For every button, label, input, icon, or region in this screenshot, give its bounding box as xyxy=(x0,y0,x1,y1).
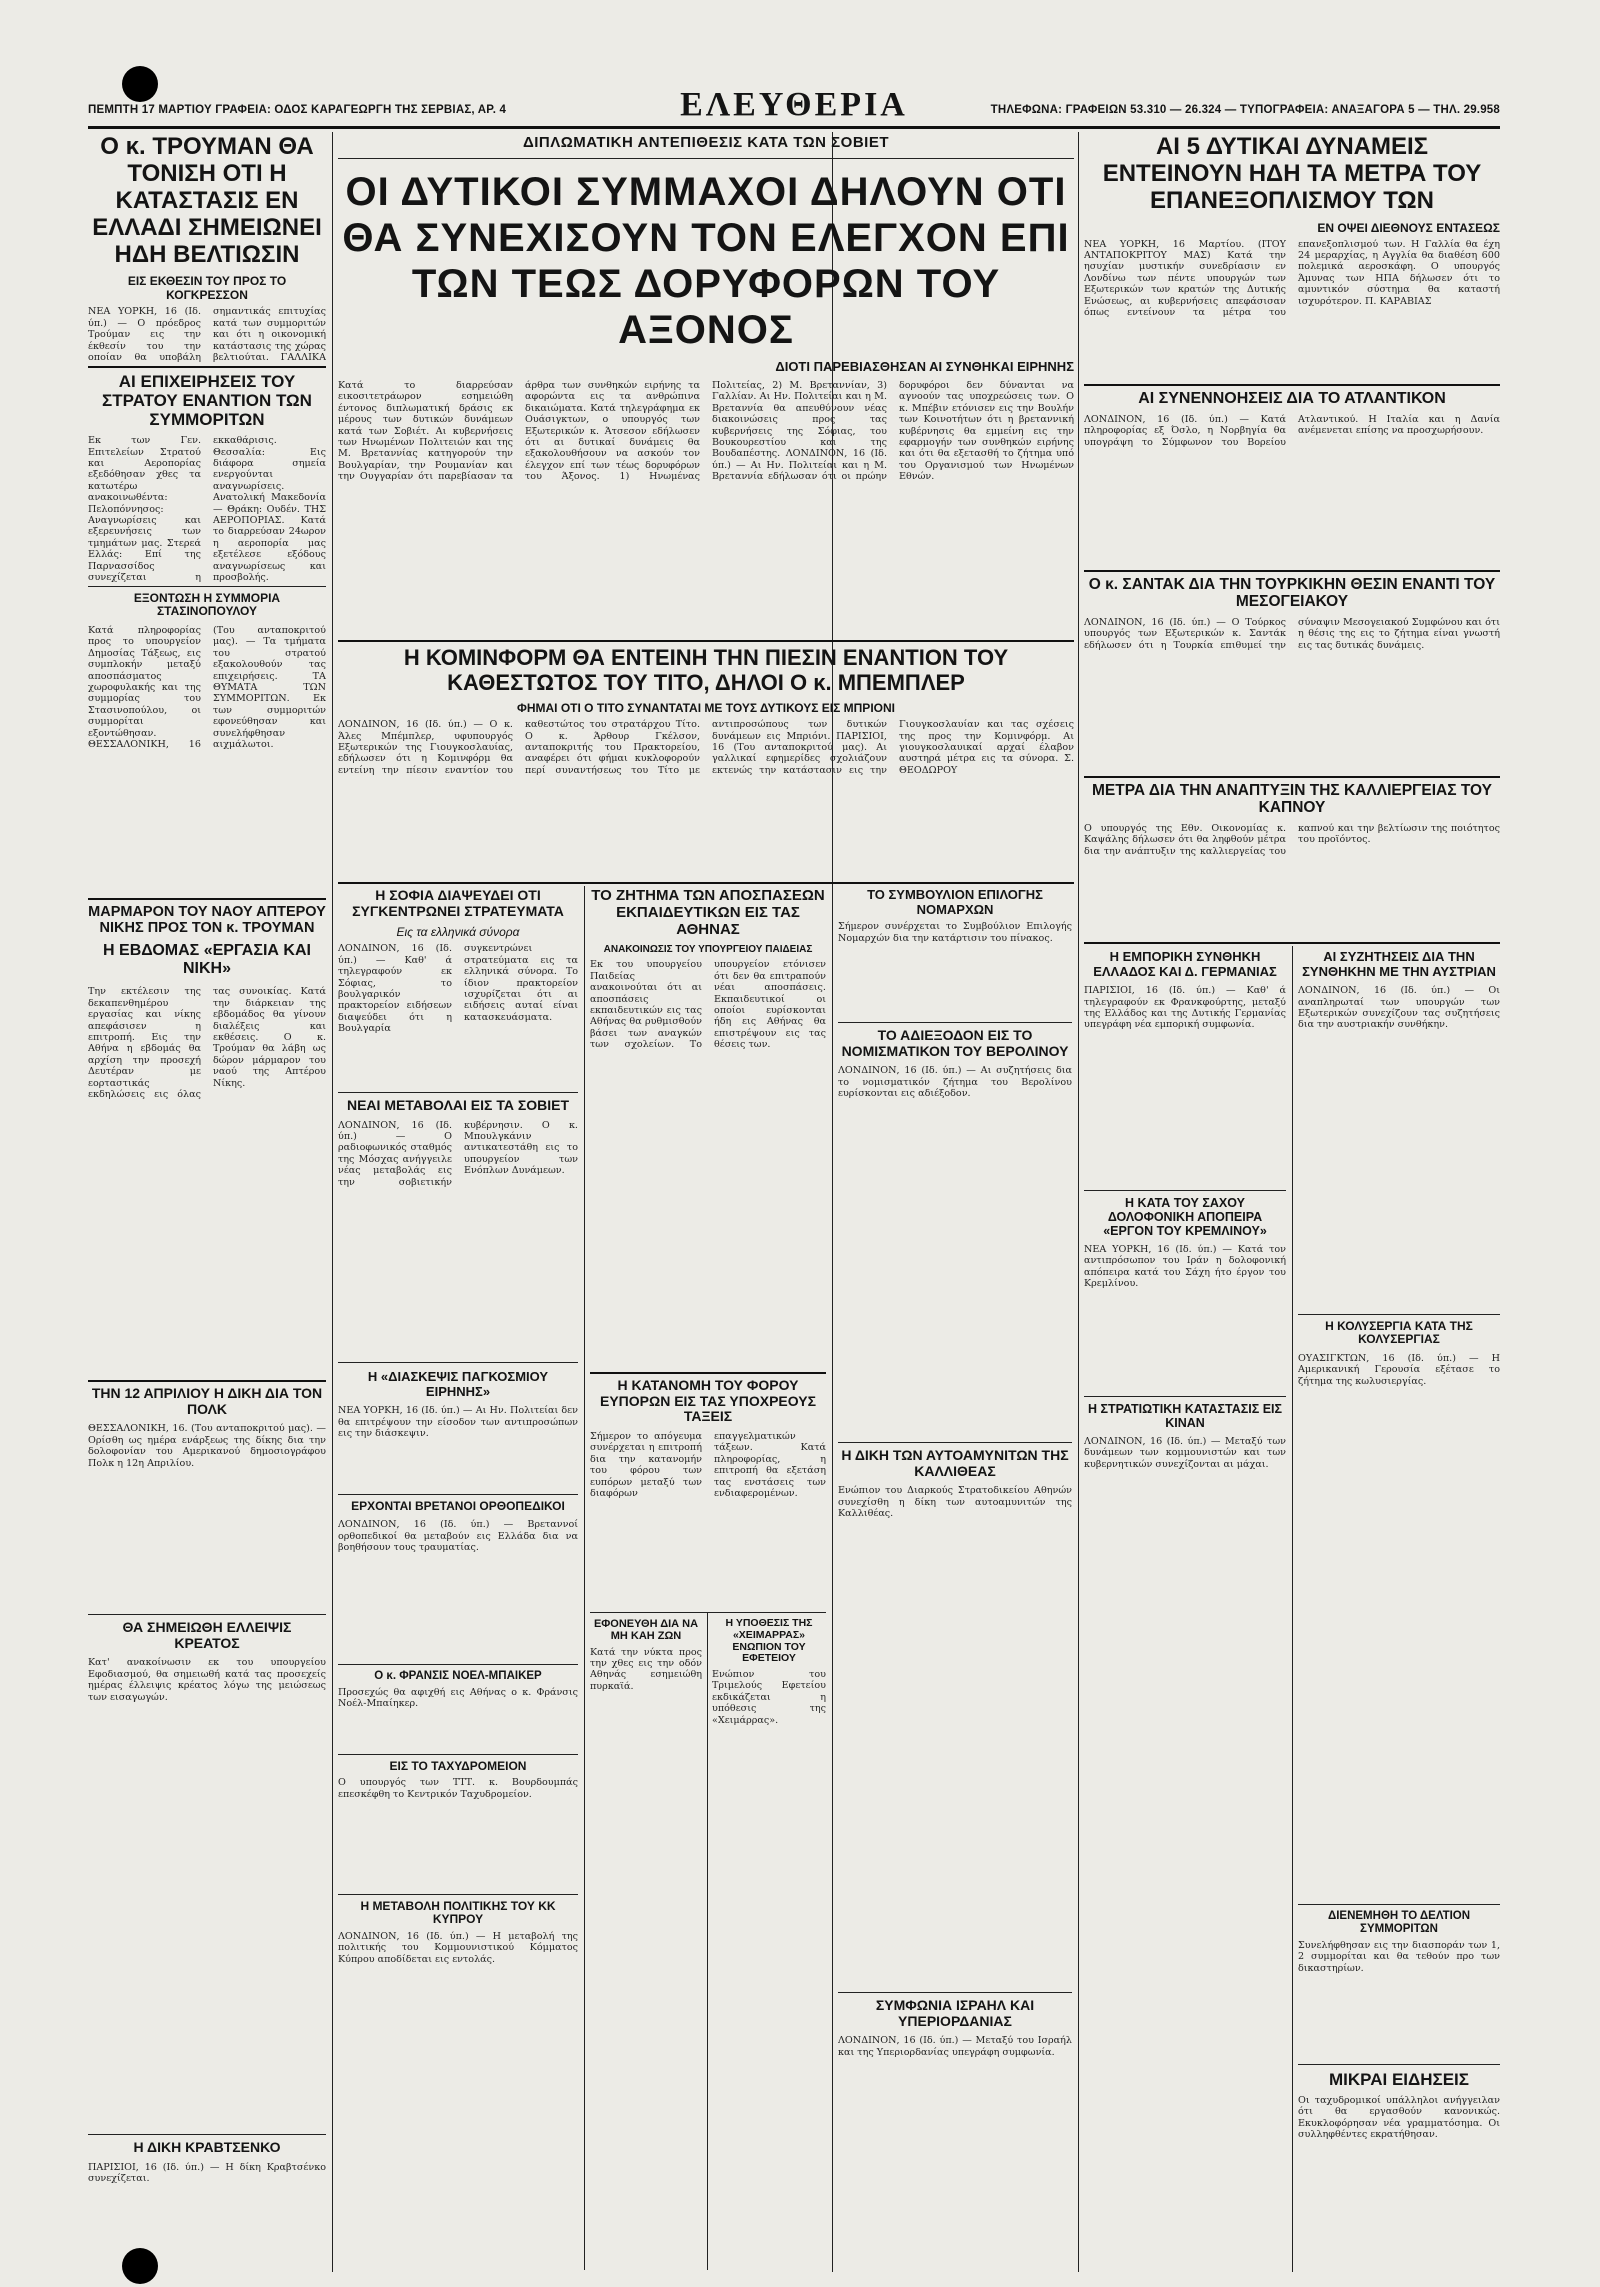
article-army xyxy=(88,372,326,582)
body-nomarchon: Σήμερον συνέρχεται το Συμβούλιον Επιλογής Νομαρχών δια την κατάρτισιν του πίνακος. xyxy=(838,921,1072,944)
body-kominform: ΛΟΝΔΙΝΟΝ, 16 (Ιδ. ύπ.) — Ο κ. Άλες Μπέμπλερ, υφυπουργός Εξωτερικών της Γιουγκοσλαυίας, εδήλωσεν ότι η Κομινφόρμ θα εντείνη την πίεσιν εναντίον του καθεστώτος του στρατάρχου Τίτο. Ο κ. Άρθουρ Γκέλσον, ανταποκριτής του Πρακτορείου, αναφέρει ότι φήμαι κυκλοφορούν περί συναντήσεως του Τίτο με αντιπροσώπους των δυτικών δυνάμεων εις Μπριόνι. ΠΑΡΙΣΙΟΙ, 16 (Του ανταποκριτού μας). Αι γαλλικαί εφημερίδες σχολιάζουν εκτενώς την κατάστασιν εις την Γιουγκοσλαυίαν και τας σχέσεις της προς την Κομινφόρμ. Αι γιουγκοσλαυικαί αρχαί έλαβον αυστηρά μέτρα εις τα σύνορα. Σ. ΘΕΟΔΩΡΟΥ xyxy=(338,719,1074,776)
section-rule xyxy=(1084,1396,1286,1397)
article-saxos xyxy=(1084,1196,1286,1392)
body-tachydromeion: Ο υπουργός των ΤΤΤ. κ. Βουρδουμπάς επεσκέφθη το Κεντρικόν Ταχυδρομείον. xyxy=(338,1777,578,1800)
section-rule xyxy=(590,1612,826,1613)
section-rule xyxy=(88,1614,326,1615)
body-deltion: Συνελήφθησαν εις την διασποράν των 1, 2 συμμορίται και θα τεθούν προ των δικαστηρίων. xyxy=(1298,1939,1500,1974)
main-kicker: ΔΙΠΛΩΜΑΤΙΚΗ ΑΝΤΕΠΙΘΕΣΙΣ ΚΑΤΑ ΤΩΝ ΣΟΒΙΕΤ xyxy=(522,134,890,151)
headline-austria: ΑΙ ΣΥΖΗΤΗΣΕΙΣ ΔΙΑ ΤΗΝ ΣΥΝΘΗΚΗΝ ΜΕ ΤΗΝ ΑΥΣΤΡΙΑΝ xyxy=(1302,950,1496,979)
article-nomarchon xyxy=(838,888,1072,1018)
article-nato xyxy=(1084,134,1500,380)
article-metavoli xyxy=(338,1900,578,2270)
section-rule xyxy=(338,882,1074,884)
body-noel: Προσεχώς θα αφιχθή εις Αθήνας ο κ. Φράνσις Νοέλ-Μπαίηκερ. xyxy=(338,1686,578,1710)
body-diaskepsis: ΝΕΑ ΥΟΡΚΗ, 16 (Ιδ. ύπ.) — Αι Ην. Πολιτείαι δεν θα επιτρέψουν την είσοδον των αντιπροσώπων εις την διάσκεψιν. xyxy=(338,1405,578,1439)
section-rule xyxy=(838,1992,1072,1993)
body-kravtsenko: ΠΑΡΙΣΙΟΙ, 16 (Ιδ. ύπ.) — Η δίκη Κραβτσένκο συνεχίζεται. xyxy=(88,2161,326,2185)
article-germany xyxy=(1084,950,1286,1186)
main-body: Κατά το διαρρεύσαν εικοσιτετράωρον εσημειώθη έντονος διπλωματική δράσις εκ μέρους των δυτικών δυνάμεων κατά των Σοβιέτ. Αι κυβερνήσεις των Ηνωμένων Πολιτειών και της Μ. Βρεταννίας κατηγορούν την Βουλγαρίαν, την Ρουμανίαν και την Ουγγαρίαν ότι παρεβίασαν τα άρθρα των συνθηκών ειρήνης τα αφορώντα εις τα ανθρώπινα δικαιώματα. Κατά τηλεγράφημα εκ Ουάσιγκτων, ο υπουργός των Εξωτερικών κ. Άτσεσον εδήλωσεν ότι αι δυτικαί δυνάμεις θα εξακολουθήσουν να ασκούν τον έλεγχον επί των τέως δορυφόρων του Άξονος. 1) Ηνωμένας Πολιτείας, 2) Μ. Βρεταννίαν, 3) Γαλλίαν. Αι Ην. Πολιτείαι και η Μ. Βρεταννία θα απευθύνουν νέας διακοινώσεις προς τας κυβερνήσεις της Σόφιας, του Βουκουρεστίου και της Βουδαπέστης. ΛΟΝΔΙΝΟΝ, 16 (Ιδ. ύπ.) — Αι Ην. Πολιτείαι και η Μ. Βρεταννία εδήλωσαν ότι οι πρώην δορυφόροι δεν δύνανται να αγνοούν τας υποχρεώσεις των. Ο κ. Μπέβιν ετόνισεν εις την Βουλήν των Κοινοτήτων ότι η βρεταννική κυβέρνησις θα εμμείνη εις την εφαρμογήν των συνθηκών ειρήνης και ότι θα εξετασθή το ζήτημα υπό του Οργανισμού των Ηνωμένων Εθνών. xyxy=(338,380,1074,483)
article-kallithea xyxy=(838,1448,1072,1988)
subheadline-kominform: ΦΗΜΑΙ ΟΤΙ Ο ΤΙΤΟ ΣΥΝΑΝΤΑΤΑΙ ΜΕ ΤΟΥΣ ΔΥΤΙΚΟΥΣ ΕΙΣ ΜΠΡΙΟΝΙ xyxy=(517,701,895,716)
article-kravtsenko xyxy=(88,2140,326,2270)
article-cotton xyxy=(1298,1320,1500,1900)
article-berlin xyxy=(838,1028,1072,1438)
headline-santak: Ο κ. ΣΑΝΤΑΚ ΔΙΑ ΤΗΝ ΤΟΥΡΚΙΚΗΝ ΘΕΣΙΝ ΕΝΑΝΤΙ ΤΟΥ ΜΕΣΟΓΕΙΑΚΟΥ xyxy=(1088,576,1496,611)
body-santak: ΛΟΝΔΙΝΟΝ, 16 (Ιδ. ύπ.) — Ο Τούρκος υπουργός των Εξωτερικών κ. Σαντάκ εδήλωσεν ότι η Τουρκία επιθυμεί την σύναψιν Μεσογειακού Συμφώνου και ότι η θέσις της εις το ζήτημα είναι γνωστή εις τας δυτικάς δυνάμεις. xyxy=(1084,616,1500,651)
body-truman: ΝΕΑ ΥΟΡΚΗ, 16 (Ιδ. ύπ.) — Ο πρόεδρος Τρούμαν εις την έκθεσίν του την οποίαν θα υποβάλη σημαντικάς επιτυχίας κατά των συμμοριτών και ότι η οικονομική κατάστασις της χώρας βελτιούται. ΓΑΛΛΙΚΑ xyxy=(88,306,326,362)
subheadline-sofia: Εις τα ελληνικά σύνορα xyxy=(396,925,520,940)
column-rule xyxy=(584,886,585,2270)
subheadline-apospaseis: ΑΝΑΚΟΙΝΩΣΙΣ ΤΟΥ ΥΠΟΥΡΓΕΙΟΥ ΠΑΙΔΕΙΑΣ xyxy=(603,944,813,956)
headline-mirka: ΕΦΟΝΕΥΘΗ ΔΙΑ ΝΑ ΜΗ ΚΑΗ ΖΩΝ xyxy=(593,1618,699,1643)
body-israel: ΛΟΝΔΙΝΟΝ, 16 (Ιδ. ύπ.) — Μεταξύ του Ισραήλ και της Υπεριορδανίας υπεγράφη συμφωνία. xyxy=(838,2035,1072,2058)
section-rule xyxy=(88,2134,326,2135)
section-rule xyxy=(338,1092,578,1093)
article-mirka xyxy=(590,1618,702,2268)
headline-noel: Ο κ. ΦΡΑΝΣΙΣ ΝΟΕΛ-ΜΠΑΙΚΕΡ xyxy=(374,1670,542,1682)
body-metavoli: ΛΟΝΔΙΝΟΝ, 16 (Ιδ. ύπ.) — Η μεταβολή της πολιτικής του Κομμουνιστικού Κόμματος Κύπρου αποδίδεται εις εντολάς. xyxy=(338,1930,578,1965)
body-neai: ΛΟΝΔΙΝΟΝ, 16 (Ιδ. ύπ.) — Ο ραδιοφωνικός σταθμός της Μόσχας ανήγγειλε νέας μεταβολάς εις την σοβιετικήν κυβέρνησιν. Ο κ. Μπουλγκάνιν αντικατεστάθη εις το υπουργείον των Ενόπλων Δυνάμεων. xyxy=(338,1119,578,1188)
article-foros xyxy=(590,1378,826,1608)
article-atlantic xyxy=(1084,390,1500,566)
article-kominform xyxy=(338,646,1074,878)
article-meat xyxy=(88,1620,326,2130)
headline-army: ΑΙ ΕΠΙΧΕΙΡΗΣΕΙΣ ΤΟΥ ΣΤΡΑΤΟΥ ΕΝΑΝΤΙΟΝ ΤΩΝ ΣΥΜΜΟΡΙΤΩΝ xyxy=(102,372,312,430)
section-rule xyxy=(1084,942,1500,944)
body-polk: ΘΕΣΣΑΛΟΝΙΚΗ, 16. (Του ανταποκριτού μας). — Ορίσθη ως ημέρα ενάρξεως της δίκης δια την δολοφονίαν του Αμερικανού δημοσιογράφου Πολκ η 12η Απριλίου. xyxy=(88,1423,326,1469)
section-rule xyxy=(338,1362,578,1363)
subheadline-truman: ΕΙΣ ΕΚΘΕΣΙΝ ΤΟΥ ΠΡΟΣ ΤΟ ΚΟΓΚΡΕΣΣΟΝ xyxy=(127,274,287,303)
headline-neai: ΝΕΑΙ ΜΕΤΑΒΟΛΑΙ ΕΙΣ ΤΑ ΣΟΒΙΕΤ xyxy=(346,1098,570,1113)
section-rule xyxy=(88,898,326,900)
headline-marmaron: ΜΑΡΜΑΡΟΝ ΤΟΥ ΝΑΟΥ ΑΠΤΕΡΟΥ ΝΙΚΗΣ ΠΡΟΣ ΤΟΝ κ. ΤΡΟΥΜΑΝ xyxy=(88,904,326,937)
section-rule xyxy=(1298,2064,1500,2065)
body-cotton: ΟΥΑΣΙΓΚΤΩΝ, 16 (Ιδ. ύπ.) — Η Αμερικανική Γερουσία εξέτασε το ζήτημα της κωλυσιεργίας. xyxy=(1298,1352,1500,1387)
masthead-phones: ΤΗΛΕΦΩΝΑ: ΓΡΑΦΕΙΩΝ 53.310 — 26.324 — ΤΥΠΟΓΡΑΦΕΙΑ: ΑΝΑΞΑΓΟΡΑ 5 — ΤΗΛ. 29.958 xyxy=(990,104,1500,116)
headline-berlin: ΤΟ ΑΔΙΕΞΟΔΟΝ ΕΙΣ ΤΟ ΝΟΜΙΣΜΑΤΙΚΟΝ ΤΟΥ ΒΕΡΟΛΙΝΟΥ xyxy=(841,1028,1069,1059)
section-rule xyxy=(1298,1314,1500,1315)
headline-foros: Η ΚΑΤΑΝΟΜΗ ΤΟΥ ΦΟΡΟΥ ΕΥΠΟΡΩΝ ΕΙΣ ΤΑΣ ΥΠΟΧΡΕΟΥΣ ΤΑΞΕΙΣ xyxy=(599,1378,816,1425)
article-exontosi xyxy=(88,592,326,892)
column-rule xyxy=(332,132,333,2272)
body-berlin: ΛΟΝΔΙΝΟΝ, 16 (Ιδ. ύπ.) — Αι συζητήσεις δια το νομισματικόν ζήτημα του Βερολίνου ευρίσκονται εις αδιέξοδον. xyxy=(838,1065,1072,1100)
headline-atlantic: ΑΙ ΣΥΝΕΝΝΟΗΣΕΙΣ ΔΙΑ ΤΟ ΑΤΛΑΝΤΙΚΟΝ xyxy=(1138,390,1446,407)
body-atlantic: ΛΟΝΔΙΝΟΝ, 16 (Ιδ. ύπ.) — Κατά πληροφορίας εξ Όσλο, η Νορβηγία θα υπογράψη το Σύμφωνον του Βορείου Ατλαντικού. Η Ιταλία και η Δανία ανέμενεται επίσης να προσχωρήσουν. xyxy=(1084,413,1500,448)
punch-hole-icon xyxy=(122,66,158,102)
body-china: ΛΟΝΔΙΝΟΝ, 16 (Ιδ. ύπ.) — Μεταξύ των δυνάμεων των κομμουνιστών και των κυβερνητικών συνεχίζονται αι μάχαι. xyxy=(1084,1436,1286,1470)
main-headline: ΟΙ ΔΥΤΙΚΟΙ ΣΥΜΜΑΧΟΙ ΔΗΛΟΥΝ ΟΤΙ ΘΑ ΣΥΝΕΧΙΣΟΥΝ ΤΟΝ ΕΛΕΓΧΟΝ ΕΠΙ ΤΩΝ ΤΕΩΣ ΔΟΡΥΦΟΡΩΝ ΤΟΥ ΑΞΟΝΟΣ xyxy=(342,170,1070,352)
section-rule xyxy=(88,366,326,368)
body-orthopedics: ΛΟΝΔΙΝΟΝ, 16 (Ιδ. ύπ.) — Βρεταννοί ορθοπεδικοί θα μεταβούν εις Ελλάδα δια να βοηθήσουν τους τραυματίας. xyxy=(338,1519,578,1554)
body-foros: Σήμερον το απόγευμα συνέρχεται η επιτροπή δια την κατανομήν του φόρου των ευπόρων μεταξύ των διαφόρων επαγγελματικών τάξεων. Κατά πληροφορίας, η επιτροπή θα εξετάση τας ενστάσεις των ενδιαφερομένων. xyxy=(590,1431,826,1500)
article-evdomas xyxy=(88,904,326,1374)
headline-sofia: Η ΣΟΦΙΑ ΔΙΑΨΕΥΔΕΙ ΟΤΙ ΣΥΓΚΕΝΤΡΩΝΕΙ ΣΤΡΑΤΕΥΜΑΤΑ xyxy=(352,888,564,919)
headline-israel: ΣΥΜΦΩΝΙΑ ΙΣΡΑΗΛ ΚΑΙ ΥΠΕΡΙΟΡΔΑΝΙΑΣ xyxy=(875,1998,1035,2029)
section-rule xyxy=(338,1494,578,1495)
body-sofia: ΛΟΝΔΙΝΟΝ, 16 (Ιδ. ύπ.) — Καθ' ά τηλεγραφούν εκ Σόφιας, το βουλγαρικόν πρακτορείον ειδήσεων διαψεύδει ότι η Βουλγαρία συγκεντρώνει στρατεύματα εις τα ελληνικά σύνορα. Το ίδιον πρακτορείον ισχυρίζεται ότι αι ειδήσεις αυταί είναι κατασκευάσματα. xyxy=(338,943,578,1035)
headline-cotton: Η ΚΟΛΥΣΕΡΓΙΑ ΚΑΤΑ ΤΗΣ ΚΟΛΥΣΕΡΓΙΑΣ xyxy=(1325,1320,1473,1347)
newspaper-title: ΕΛΕΥΘΕΡΙΑ xyxy=(680,86,908,123)
section-rule xyxy=(590,1372,826,1374)
section-rule xyxy=(1084,570,1500,572)
article-apospaseis xyxy=(590,888,826,1368)
section-rule xyxy=(88,1380,326,1382)
headline-metavoli: Η ΜΕΤΑΒΟΛΗ ΠΟΛΙΤΙΚΗΣ ΤΟΥ ΚΚ ΚΥΠΡΟΥ xyxy=(360,1900,556,1927)
article-sofia xyxy=(338,888,578,1088)
body-kapnos: Ο υπουργός της Εθν. Οικονομίας κ. Καψάλης δήλωσεν ότι θα ληφθούν μέτρα δια την ανάπτυξιν της καλλιεργείας του καπνού και την βελτίωσιν της ποιότητος του προϊόντος. xyxy=(1084,822,1500,857)
headline-kallithea: Η ΔΙΚΗ ΤΩΝ ΑΥΤΟΑΜΥΝΙΤΩΝ ΤΗΣ ΚΑΛΛΙΘΕΑΣ xyxy=(841,1448,1069,1479)
section-rule xyxy=(1084,776,1500,778)
body-mirka: Κατά την νύκτα προς την χθες εις την οδόν Αθηνάς εσημειώθη πυρκαϊά. xyxy=(590,1646,702,1692)
column-rule xyxy=(1292,946,1293,2272)
headline-diaskepsis: Η «ΔΙΑΣΚΕΨΙΣ ΠΑΓΚΟΣΜΙΟΥ ΕΙΡΗΝΗΣ» xyxy=(367,1370,549,1399)
headline-tachydromeion: ΕΙΣ ΤΟ ΤΑΧΥΔΡΟΜΕΙΟΝ xyxy=(389,1760,527,1773)
section-rule xyxy=(838,1442,1072,1443)
body-austria: ΛΟΝΔΙΝΟΝ, 16 (Ιδ. ύπ.) — Οι αναπληρωταί των υπουργών των Εξωτερικών συνεχίζουν τας συζητήσεις δια την αυστριακήν συνθήκην. xyxy=(1298,985,1500,1031)
headline-nato: ΑΙ 5 ΔΥΤΙΚΑΙ ΔΥΝΑΜΕΙΣ ΕΝΤΕΙΝΟΥΝ ΗΔΗ ΤΑ ΜΕΤΡΑ ΤΟΥ ΕΠΑΝΕΞΟΠΛΙΣΜΟΥ ΤΩΝ xyxy=(1102,134,1482,214)
headline-deltion: ΔΙΕΝΕΜΗΘΗ ΤΟ ΔΕΛΤΙΟΝ ΣΥΜΜΟΡΙΤΩΝ xyxy=(1327,1910,1471,1935)
section-rule xyxy=(338,1894,578,1895)
column-rule xyxy=(707,1612,708,2270)
headline-orthopedics: ΕΡΧΟΝΤΑΙ ΒΡΕΤΑΝΟΙ ΟΡΘΟΠΕΔΙΚΟΙ xyxy=(351,1500,565,1513)
headline-kominform: Η ΚΟΜΙΝΦΟΡΜ ΘΑ ΕΝΤΕΙΝΗ ΤΗΝ ΠΙΕΣΙΝ ΕΝΑΝΤΙΟΝ ΤΟΥ ΚΑΘΕΣΤΩΤΟΣ ΤΟΥ ΤΙΤΟ, ΔΗΛΟΙ Ο κ. ΜΠΕΜΠΛΕΡ xyxy=(403,646,1009,695)
body-apospaseis: Εκ του υπουργείου Παιδείας ανακοινούται ότι αι αποσπάσεις εκπαιδευτικών εις τας Αθήνας θα ρυθμισθούν βάσει των αναγκών των σχολείων. Το υπουργείον ετόνισεν ότι δεν θα επιτραπούν νέαι αποσπάσεις. Εκπαιδευτικοί οι οποίοι ευρίσκονται ήδη εις Αθήνας θα επιστρέψουν εις τας θέσεις των. xyxy=(590,959,826,1051)
headline-exontosi: ΕΞΟΝΤΩΣΗ Η ΣΥΜΜΟΡΙΑ ΣΤΑΣΙΝΟΠΟΥΛΟΥ xyxy=(133,592,281,619)
body-mikrai: Οι ταχυδρομικοί υπάλληλοι ανήγγειλαν ότι θα εργασθούν κανονικώς. Εκυκλοφόρησαν νέα γραμματόσημα. Οι συλληφθέντες εκρατήθησαν. xyxy=(1298,2095,1500,2141)
body-germany: ΠΑΡΙΣΙΟΙ, 16 (Ιδ. ύπ.) — Καθ' ά τηλεγραφούν εκ Φρανκφούρτης, μεταξύ της Ελλάδος και της Δυτικής Γερμανίας υπεγράφη νέα εμπορική συμφωνία. xyxy=(1084,985,1286,1031)
section-rule xyxy=(1084,384,1500,386)
article-austria xyxy=(1298,950,1500,1310)
headline-polk: ΤΗΝ 12 ΑΠΡΙΛΙΟΥ Η ΔΙΚΗ ΔΙΑ ΤΟΝ ΠΟΛΚ xyxy=(91,1386,323,1417)
section-rule xyxy=(338,1754,578,1755)
article-main xyxy=(338,134,1074,634)
article-mikrai xyxy=(1298,2070,1500,2270)
article-truman xyxy=(88,134,326,362)
body-saxos: ΝΕΑ ΥΟΡΚΗ, 16 (Ιδ. ύπ.) — Κατά τον αντιπρόσωπον του Ιράν η δολοφονική απόπειρα κατά του Σάχη ήτο έργον του Κρεμλίνου. xyxy=(1084,1244,1286,1290)
article-orthopedics xyxy=(338,1500,578,1660)
article-china xyxy=(1084,1402,1286,2182)
body-nato: ΝΕΑ ΥΟΡΚΗ, 16 Μαρτίου. (ΙΤΟΥ ΑΝΤΑΠΟΚΡΙΤΟΥ ΜΑΣ) Κατά την ησυχίαν μυστικήν συνεδρίασιν εν Λονδίνω των πέντε υπουργών των Εξωτερικών των κρατών της Δυτικής Ενώσεως, αι κυβερνήσεις απεφάσισαν όπως εντείνουν τα μέτρα του επανεξοπλισμού των. Η Γαλλία θα έχη 24 μεραρχίας, η Αγγλία θα διαθέση 600 πολεμικά αεροσκάφη. Ο υπουργός Άμυνας των ΗΠΑ δήλωσεν ότι το αμυντικόν σύστημα θα καταστή ισχυρότερον. Π. ΚΑΡΑΒΙΑΣ xyxy=(1084,238,1500,319)
section-rule xyxy=(338,1664,578,1665)
headline-nomarchon: ΤΟ ΣΥΜΒΟΥΛΙΟΝ ΕΠΙΛΟΓΗΣ ΝΟΜΑΡΧΩΝ xyxy=(867,888,1043,917)
article-kapnos xyxy=(1084,782,1500,938)
headline-saxos: Η ΚΑΤΑ ΤΟΥ ΣΑΧΟΥ ΔΟΛΟΦΟΝΙΚΗ ΑΠΟΠΕΙΡΑ «ΕΡΓΟΝ ΤΟΥ ΚΡΕΜΛΙΝΟΥ» xyxy=(1103,1196,1267,1238)
headline-apospaseis: ΤΟ ΖΗΤΗΜΑ ΤΩΝ ΑΠΟΣΠΑΣΕΩΝ ΕΚΠΑΙΔΕΥΤΙΚΩΝ ΕΙΣ ΤΑΣ ΑΘΗΝΑΣ xyxy=(591,888,825,938)
article-polk xyxy=(88,1386,326,1610)
main-subheadline: ΔΙΟΤΙ ΠΑΡΕΒΙΑΣΘΗΣΑΝ ΑΙ ΣΥΝΘΗΚΑΙ ΕΙΡΗΝΗΣ xyxy=(775,359,1074,374)
column-rule xyxy=(1078,132,1079,2272)
section-rule xyxy=(338,640,1074,642)
headline-truman: Ο κ. ΤΡΟΥΜΑΝ ΘΑ ΤΟΝΙΣΗ ΟΤΙ Η ΚΑΤΑΣΤΑΣΙΣ ΕΝ ΕΛΛΑΔΙ ΣΗΜΕΙΩΝΕΙ ΗΔΗ ΒΕΛΤΙΩΣΙΝ xyxy=(92,134,322,268)
article-tachydromeion xyxy=(338,1760,578,1890)
body-army: Εκ των Γεν. Επιτελείων Στρατού και Αεροπορίας εξεδόθησαν χθες τα κατωτέρω ανακοινωθέντα: Πελοπόννησος: Αναγνωρίσεις και εξερευνήσεις των τμημάτων μας. Στερεά Ελλάς: Επί της Παρνασσίδος συνεχίζεται η εκκαθάρισις. Θεσσαλία: Εις διάφορα σημεία ενεργούνται αναγνωρίσεις. Ανατολική Μακεδονία — Θράκη: Ουδέν. ΤΗΣ ΑΕΡΟΠΟΡΙΑΣ. Κατά το διαρρεύσαν 24ωρον η αεροπορία μας εξετέλεσε εξόδους αναγνωρίσεως και προσβολής. xyxy=(88,435,326,582)
article-noel xyxy=(338,1670,578,1750)
section-rule xyxy=(1298,1904,1500,1905)
body-kallithea: Ενώπιον του Διαρκούς Στρατοδικείου Αθηνών συνεχίσθη η δίκη των αυτοαμυνιτών της Καλλιθέας. xyxy=(838,1485,1072,1520)
section-rule xyxy=(88,586,326,587)
section-rule xyxy=(1084,1190,1286,1191)
headline-meat: ΘΑ ΣΗΜΕΙΩΘΗ ΕΛΛΕΙΨΙΣ ΚΡΕΑΤΟΣ xyxy=(122,1620,292,1651)
masthead xyxy=(88,86,1500,129)
headline-xeimarra: Η ΥΠΟΘΕΣΙΣ ΤΗΣ «ΧΕΙΜΑΡΡΑΣ» ΕΝΩΠΙΟΝ ΤΟΥ ΕΦΕΤΕΙΟΥ xyxy=(725,1618,813,1665)
headline-china: Η ΣΤΡΑΤΙΩΤΙΚΗ ΚΑΤΑΣΤΑΣΙΣ ΕΙΣ ΚΙΝΑΝ xyxy=(1087,1402,1283,1430)
body-meat: Κατ' ανακοίνωσιν εκ του υπουργείου Εφοδιασμού, θα σημειωθή κατά τας προσεχείς ημέρας έλλειψις κρέατος λόγω της μειώσεως των εισαγωγών. xyxy=(88,1657,326,1703)
article-neai xyxy=(338,1098,578,1358)
masthead-date-address: ΠΕΜΠΤΗ 17 ΜΑΡΤΙΟΥ ΓΡΑΦΕΙΑ: ΟΔΟΣ ΚΑΡΑΓΕΩΡΓΗ ΤΗΣ ΣΕΡΒΙΑΣ, ΑΡ. 4 xyxy=(88,104,507,116)
body-exontosi: Κατά πληροφορίας προς το υπουργείον Δημοσίας Τάξεως, εις συμπλοκήν μεταξύ αποσπάσματος χωροφυλακής και της συμμορίας του Στασινοπούλου, οι συμμορίται εξοντώθησαν. ΘΕΣΣΑΛΟΝΙΚΗ, 16 (Του ανταποκριτού μας). — Τα τμήματα του στρατού εξακολουθούν τας επιχειρήσεις. ΤΑ ΘΥΜΑΤΑ ΤΩΝ ΣΥΜΜΟΡΙΤΩΝ. Εκ των συμμοριτών εφονεύθησαν και συνελήφθησαν αιχμάλωτοι. xyxy=(88,624,326,750)
article-deltion xyxy=(1298,1910,1500,2060)
headline-mikrai: ΜΙΚΡΑΙ ΕΙΔΗΣΕΙΣ xyxy=(1329,2070,1469,2089)
article-santak xyxy=(1084,576,1500,772)
article-israel xyxy=(838,1998,1072,2268)
article-diaskepsis xyxy=(338,1370,578,1490)
subheadline-nato: ΕΝ ΟΨΕΙ ΔΙΕΘΝΟΥΣ ΕΝΤΑΣΕΩΣ xyxy=(1317,220,1500,235)
headline-kapnos: ΜΕΤΡΑ ΔΙΑ ΤΗΝ ΑΝΑΠΤΥΞΙΝ ΤΗΣ ΚΑΛΛΙΕΡΓΕΙΑΣ ΤΟΥ ΚΑΠΝΟΥ xyxy=(1092,782,1492,817)
headline-germany: Η ΕΜΠΟΡΙΚΗ ΣΥΝΘΗΚΗ ΕΛΛΑΔΟΣ ΚΑΙ Δ. ΓΕΡΜΑΝΙΑΣ xyxy=(1093,950,1277,979)
section-rule xyxy=(838,1022,1072,1023)
article-xeimarra xyxy=(712,1618,826,2268)
section-rule xyxy=(338,158,1074,159)
body-evdomas: Την εκτέλεσιν της δεκαπενθημέρου εργασίας και νίκης απεφάσισεν η επιτροπή. Εις την Αθήνα η εβδομάς θα αρχίση την προσεχή Δευτέραν με εορταστικάς εκδηλώσεις εις όλας τας συνοικίας. Κατά την διάρκειαν της εβδομάδος θα γίνουν διαλέξεις και εκθέσεις. Ο κ. Τρούμαν θα λάβη ως δώρον μάρμαρον του ναού της Απτέρου Νίκης. xyxy=(88,986,326,1100)
headline-kravtsenko: Η ΔΙΚΗ ΚΡΑΒΤΣΕΝΚΟ xyxy=(133,2140,281,2155)
body-xeimarra: Ενώπιον του Τριμελούς Εφετείου εκδικάζεται η υπόθεσις της «Χειμάρρας». xyxy=(712,1669,826,1726)
headline-evdomas: Η ΕΒΔΟΜΑΣ «ΕΡΓΑΣΙΑ ΚΑΙ ΝΙΚΗ» xyxy=(103,942,311,978)
